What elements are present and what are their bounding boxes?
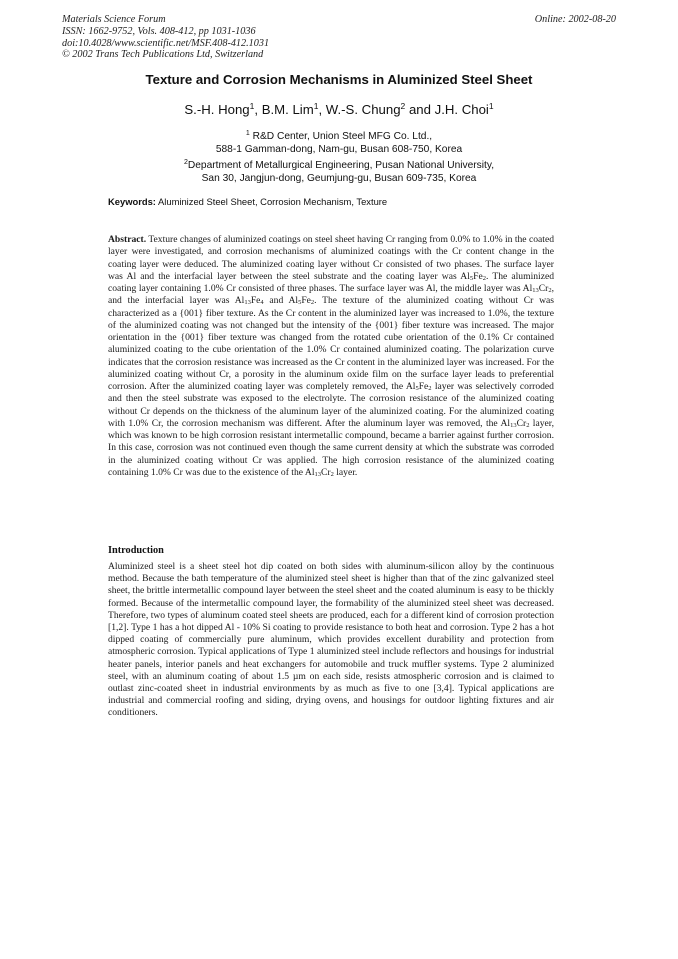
abstract-text: Texture changes of aluminized coatings on steel sheet having Cr ranging from 0.0% to 1.0% in the coated layer were investigated, and corrosion mechanisms of aluminized coatings with the Cr content change in the coating layer were deduced. The aluminized coating layer without Cr consisted of two phases. The surface layer was Al and the interfacial layer between the steel substrate and the coating layer was Al	[108, 234, 554, 282]
affiliation-mark: 1	[245, 130, 250, 137]
abstract-label: Abstract.	[108, 234, 147, 245]
abstract-text: layer was selectively corroded and then the steel substrate was exposed to the electrolyte. The corrosion resistance of the aluminized coating without Cr depends on the thickness of the aluminum layer of the aluminized coating. For the aluminized coating with 1.0% Cr, the corrosion mechanism was different. After the aluminum layer was removed, the Al	[108, 381, 554, 429]
author-name: W.-S. Chung	[325, 102, 401, 117]
citation-header	[62, 14, 269, 61]
keywords	[108, 196, 387, 207]
formula-subscript: 5	[298, 299, 302, 307]
formula-subscript: 13	[314, 470, 321, 478]
abstract-text: layer, which was known to be high corrosion resistant intermetallic compound, became a barrier against further corrosion. In this case, corrosion was not continued even though the same current density at which the substrate was corroded in the aluminized coating without Cr was applied. The high corrosion resistance of the aluminized coating containing 1.0% Cr was due to the existence of the Al	[108, 417, 554, 478]
keywords-label: Keywords:	[108, 196, 156, 207]
author-name: S.-H. Hong	[184, 102, 250, 117]
author-affiliation-mark: 2	[400, 101, 406, 111]
formula-subscript: 5	[415, 385, 419, 392]
author-name: B.M. Lim	[261, 102, 314, 117]
formula-subscript: 2	[548, 287, 552, 294]
affiliation-2	[0, 156, 678, 185]
formula-subscript: 13	[244, 299, 251, 307]
abstract-text: Cr	[320, 466, 331, 478]
abstract	[108, 234, 554, 479]
journal-name: Materials Science Forum	[62, 14, 166, 25]
author-affiliation-mark: 1	[313, 101, 319, 111]
abstract-text: Cr	[516, 417, 527, 429]
affiliation-mark: 2	[183, 159, 188, 166]
author-affiliation-mark: 1	[488, 101, 494, 111]
abstract-text: Cr	[538, 283, 549, 294]
formula-subscript: 2	[428, 385, 432, 392]
abstract-text: Fe	[250, 295, 261, 307]
abstract-text: . The aluminized coating layer containing 1.0% Cr consisted of three phases. The surface layer was Al, the middle layer was Al	[108, 270, 555, 294]
abstract-text: , and the interfacial layer was Al	[108, 283, 554, 307]
introduction-heading: Introduction	[108, 545, 164, 556]
formula-subscript: 2	[330, 470, 334, 478]
formula-subscript: 2	[310, 299, 315, 307]
abstract-text: Fe	[418, 381, 429, 392]
issn-line: ISSN: 1662-9752, Vols. 408-412, pp 1031-1036	[62, 25, 256, 37]
abstract-text: and Al	[263, 295, 299, 307]
author-list: S.-H. Hong$^1$, B.M. Lim$^1$, W.-S. Chung$^2$ and J.H. Choi$^1$	[184, 101, 494, 117]
keywords-text: Aluminized Steel Sheet, Corrosion Mechanism, Texture	[158, 196, 388, 207]
doi-line: doi:10.4028/www.scientific.net/MSF.408-412.1031	[62, 37, 270, 49]
affiliation-line: San 30, Jangjun-dong, Geumjung-gu, Busan 609-735, Korea	[201, 173, 477, 184]
formula-subscript: 13	[510, 421, 517, 429]
affiliation-line: R&D Center, Union Steel MFG Co. Ltd.,	[252, 131, 433, 142]
introduction-body: Aluminized steel is a sheet steel hot dip coated on both sides with aluminum-silicon alloy by the continuous method. Because the bath temperature of the aluminized steel sheet is higher than that of the zinc galvanized steel sheet, the brittle intermetallic compound layer between the steel sheet and the coated aluminum is easy to be thickly formed. Because of the intermetallic compound layer, the formability of the aluminized steel sheet was decreased. Therefore, two types of aluminum coated steel sheets are produced, each for a different kind of corrosion protection [1,2]. Type 1 has a hot dipped Al - 10% Si coating to provide resistance to both heat and corrosion. Type 2 has a hot dipped coating of commercially pure aluminum, which provides excellent durability and protection from atmospheric corrosion. Typical applications of Type 1 aluminized steel include reflectors and housings for industrial heater panels, interior panels and heat exchangers for automobile and truck muffler systems. Type 2 aluminized steel, with an aluminum coating of about 1.5 µm on each side, resists atmospheric corrosion and is claimed to outlast zinc-coated sheet in industrial environments by as much as five to one [3,4]. Typical applications are industrial and commercial roofing and siding, drying ovens, and housings for outdoor lighting fixtures and air conditioners.	[108, 561, 554, 719]
online-date: Online: 2002-08-20	[534, 14, 616, 25]
abstract-text: . The texture of the aluminized coating without Cr was characterized as a {001} fiber texture. As the Cr content in the aluminized layer was increased to 1.0%, the texture of the aluminized coating was not changed but the intensity of the {001} fiber texture was increased. The major orientation in the {001} fiber texture was changed from the rotated cube orientation of the 0.1% Cr contained aluminized coating to the cube orientation of the 1.0% Cr contained aluminized coating. The polarization curve indicates that the corrosion resistance was increased as the Cr content in the aluminized layer was increased. For the aluminized coating without Cr, a porosity in the aluminum oxide film on the surface layer leads to preferential corrosion. After the aluminized coating layer was completely removed, the Al	[108, 295, 554, 392]
abstract-text: Fe	[301, 295, 311, 307]
author-name: J.H. Choi	[434, 102, 489, 117]
abstract-text: Fe	[473, 270, 483, 282]
formula-subscript: 13	[532, 287, 539, 294]
formula-subscript: 2	[482, 274, 486, 282]
affiliation-line: 588-1 Gamman-dong, Nam-gu, Busan 608-750, Korea	[215, 144, 463, 155]
copyright-line: © 2002 Trans Tech Publications Ltd, Switzerland	[62, 49, 264, 61]
formula-subscript: 4	[260, 299, 264, 307]
affiliation-line: Department of Metallurgical Engineering, Pusan National University,	[187, 160, 495, 171]
formula-subscript: 2	[526, 421, 530, 429]
author-affiliation-mark: 1	[249, 101, 255, 111]
affiliation-1	[0, 127, 678, 156]
formula-subscript: 5	[469, 274, 474, 282]
abstract-text: layer.	[333, 466, 358, 478]
paper-title: Texture and Corrosion Mechanisms in Aluminized Steel Sheet	[145, 72, 533, 87]
